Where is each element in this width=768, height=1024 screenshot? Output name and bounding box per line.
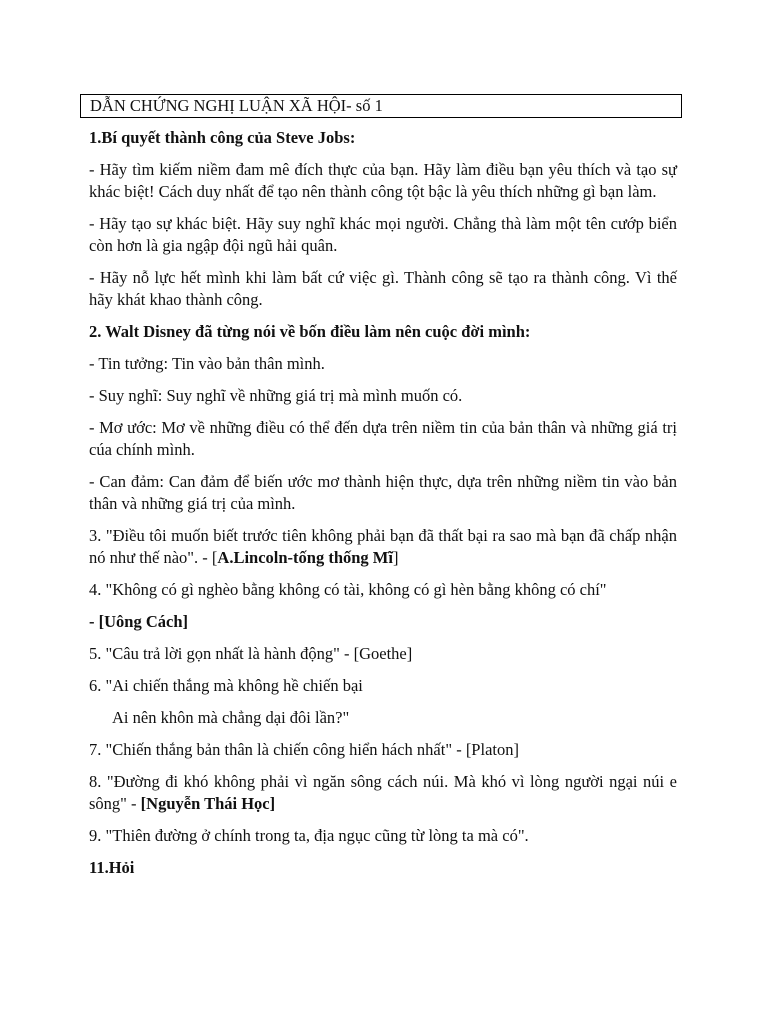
quote-6-line2: Ai nên khôn mà chẳng dại đôi lần?" [112,708,350,727]
quote-author: [Nguyễn Thái Học] [140,794,276,813]
paragraph: - Mơ ước: Mơ về những điều có thể đến dựa trên niềm tin của bản thân và những giá trị cúa chính mình. [89,418,677,459]
quote-8 [89,771,677,815]
section-heading-steve-jobs: 1.Bí quyết thành công của Steve Jobs: [89,128,356,147]
quote-3 [89,525,677,569]
quote-9: 9. "Thiên đường ở chính trong ta, địa ngục cũng từ lòng ta mà có". [89,826,529,845]
quote-4-author: - [Uông Cách] [89,612,188,631]
quote-7: 7. "Chiến thắng bản thân là chiến công hiển hách nhất" - [Platon] [89,740,519,759]
document-title: DẪN CHỨNG NGHỊ LUẬN XÃ HỘI- số 1 [80,94,682,118]
quote-6-line1: 6. "Ai chiến thắng mà không hề chiến bại [89,676,363,695]
paragraph: - Tin tưởng: Tin vào bản thân mình. [89,354,325,373]
quote-author: A.Lincoln-tống thống Mĩ [217,548,393,567]
quote-text: 3. "Điều tôi muốn biết trước tiên không phải bạn đã thất bại ra sao mà bạn đã chấp nhận nó như thế nào". - [ [89,526,677,567]
quote-4: 4. "Không có gì nghèo bằng không có tài, không có gì hèn bằng không có chí" [89,580,607,599]
paragraph: - Hãy nỗ lực hết mình khi làm bất cứ việc gì. Thành công sẽ tạo ra thành công. Vì thế hãy khát khao thành công. [89,268,677,309]
section-heading-walt-disney: 2. Walt Disney đã từng nói về bốn điều làm nên cuộc đời mình: [89,322,531,341]
quote-text: 8. "Đường đi khó không phải vì ngăn sông cách núi. Mà khó vì lòng người ngại núi e sông" - [89,772,677,813]
paragraph: - Hãy tìm kiếm niềm đam mê đích thực của bạn. Hãy làm điều bạn yêu thích và tạo sự khác biệt! Cách duy nhất để tạo nên thành công tột bậc là yêu thích những gì bạn làm. [89,160,677,201]
paragraph: - Suy nghĩ: Suy nghĩ về những giá trị mà mình muốn có. [89,386,463,405]
bracket-close: ] [392,548,399,567]
quote-5: 5. "Câu trả lời gọn nhất là hành động" - [Goethe] [89,644,413,663]
document-body [89,127,677,889]
paragraph: - Hãy tạo sự khác biệt. Hãy suy nghĩ khác mọi người. Chẳng thà làm một tên cướp biển còn hơn là gia ngập đội ngũ hải quân. [89,214,677,255]
paragraph: - Can đảm: Can đảm để biến ước mơ thành hiện thực, dựa trên những niềm tin vào bản thân và những giá trị của mình. [89,472,677,513]
section-heading-11: 11.Hỏi [89,858,135,877]
